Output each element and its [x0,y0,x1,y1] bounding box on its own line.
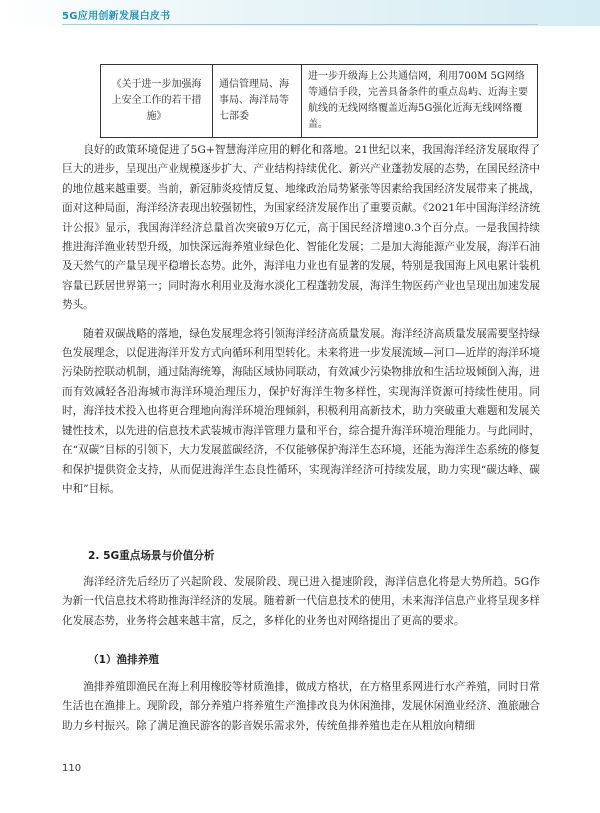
paragraph-policy-environment: 良好的政策环境促进了5G+智慧海洋应用的孵化和落地。21世纪以来，我国海洋经济发展取得了巨大的进步，呈现出产业规模逐步扩大、产业结构持续优化、新兴产业蓬勃发展的态势，在国民经济中的地位越来越重要。当前，新冠肺炎疫情反复、地缘政治局势紧张等因素给我国经济发展带来了挑战，面对这种局面，海洋经济表现出较强韧性，为国家经济发展作出了重要贡献。《2021年中国海洋经济统计公报》显示，我国海洋经济总量首次突破9万亿元，高于国民经济增速0.3个百分点。一是我国持续推进海洋渔业转型升级，加快深远海养殖业绿色化、智能化发展；二是加大海能源产业发展，海洋石油及天然气的产量呈现平稳增长态势。此外，海洋电力业也有显著的发展，特别是我国海上风电累计装机容量已跃居世界第一；同时海水利用业及海水淡化工程蓬勃发展，海洋生物医药产业也呈现出加速发展势头。 [62,144,540,312]
paragraph-green-development: 随着双碳战略的落地，绿色发展理念将引领海洋经济高质量发展。海洋经济高质量发展需要坚持绿色发展理念，以促进海洋开发方式向循环利用型转化。未来将进一步发展流域—河口—近岸的海洋环境污染防控联动机制，通过陆海统筹，海陆区域协同联动，有效减少污染物排放和生活垃圾倾倒入海，进而有效减轻各沿海城市海洋环境治理压力，保护好海洋生物多样性，实现海洋资源可持续性使用。同时，海洋技术投入也将更合理地向海洋环境治理倾斜，积极利用高新技术，助力突破重大难题和发展关键性技术，以先进的信息技术武装城市海洋管理力量和平台，综合提升海洋环境治理能力。与此同时，在“双碳”目标的引领下，大力发展蓝碳经济，不仅能够保护海洋生态环境，还能为海洋生态系统的修复和保护提供资金支持，从而促进海洋生态良性循环，实现海洋经济可持续发展，助力实现“碳达峰、碳中和”目标。 [62,327,540,495]
body-block-1 [62,141,540,508]
policy-table [100,64,538,138]
policy-content-cell: 进一步升级海上公共通信网，利用700M 5G网络等通信手段，完善具备条件的重点岛屿、近海主要航线的无线网络覆盖近海5G强化近海无线网络覆盖。 [302,65,538,138]
page-number: 110 [62,763,82,774]
body-block-2 [62,573,540,640]
header-title: 5G应用创新发展白皮书 [62,11,171,22]
table-row [101,65,538,138]
policy-name-cell: 《关于进一步加强海上安全工作的若干措施》 [101,65,213,138]
paragraph-marine-informatization: 海洋经济先后经历了兴起阶段、发展阶段、现已进入提速阶段，海洋信息化将是大势所趋。5G作为新一代信息技术将助推海洋经济的发展。随着新一代信息技术的使用，未来海洋信息产业将呈现多样化发展态势，业务将会越来越丰富，反之，多样化的业务也对网络提出了更高的要求。 [62,576,540,627]
subsection-heading: （1）渔排养殖 [88,654,159,666]
header-divider [62,24,538,25]
policy-departments-cell: 通信管理局、海事局、海洋局等七部委 [213,65,302,138]
body-block-3 [62,678,540,745]
paragraph-fish-raft-farming: 渔排养殖即渔民在海上利用橡胶等材质渔排，做成方格状，在方格里系网进行水产养殖，同时日常生活也在渔排上。现阶段，部分养殖户将养殖生产渔排改良为休闲渔排，发展休闲渔业经济、渔旅融合助力乡村振兴。除了满足渔民游客的影音娱乐需求外，传统鱼排养殖也走在从粗放向精细 [62,681,540,732]
section-heading: 2. 5G重点场景与价值分析 [88,550,215,562]
